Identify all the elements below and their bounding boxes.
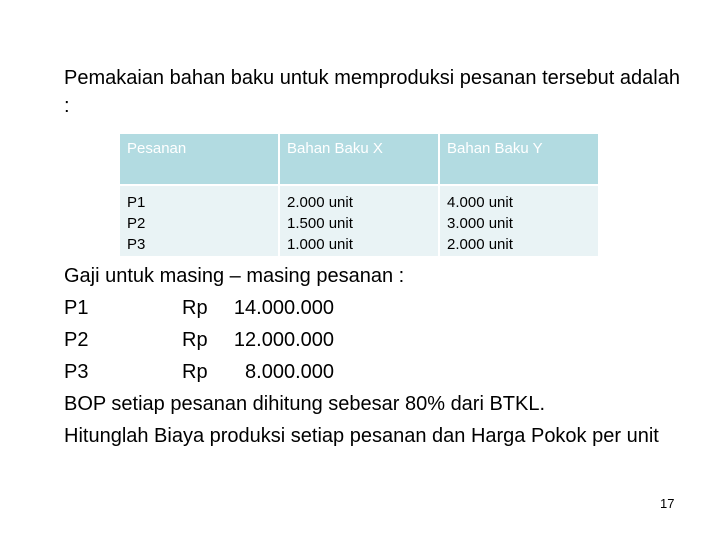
page-number: 17	[660, 496, 675, 511]
cell-value: P2	[127, 215, 146, 232]
gaji-row	[64, 324, 704, 356]
gaji-row	[64, 292, 704, 324]
cell-value: 1.000 unit	[287, 236, 353, 253]
cell-value: 4.000 unit	[447, 194, 513, 211]
material-usage-table	[118, 132, 600, 258]
cell-value: 2.000 unit	[447, 236, 513, 253]
gaji-currency: Rp	[182, 297, 208, 319]
cell-value: P1	[127, 194, 146, 211]
pesanan-cell	[119, 185, 279, 257]
gaji-currency: Rp	[182, 329, 208, 351]
gaji-heading: Gaji untuk masing – masing pesanan :	[64, 265, 405, 287]
cell-value: 3.000 unit	[447, 215, 513, 232]
bop-line: BOP setiap pesanan dihitung sebesar 80% dari BTKL.	[64, 393, 546, 415]
table-row	[119, 185, 599, 257]
table-header-row	[119, 133, 599, 185]
header-bahan-baku-y: Bahan Baku Y	[439, 133, 599, 185]
cell-value: 2.000 unit	[287, 194, 353, 211]
wage-section	[64, 260, 704, 452]
header-pesanan: Pesanan	[119, 133, 279, 185]
gaji-amount: 14.000.000	[233, 297, 334, 319]
gaji-currency: Rp	[182, 361, 208, 383]
bahan-baku-y-cell	[439, 185, 599, 257]
intro-text: Pemakaian bahan baku untuk memproduksi pesanan tersebut adalah :	[64, 67, 680, 117]
gaji-label: P2	[64, 329, 89, 351]
bahan-baku-x-cell	[279, 185, 439, 257]
gaji-label: P1	[64, 297, 89, 319]
cell-value: 1.500 unit	[287, 215, 353, 232]
task-text: Hitunglah Biaya produksi setiap pesanan dan Harga Pokok per unit	[64, 425, 659, 447]
gaji-label: P3	[64, 361, 89, 383]
header-bahan-baku-x: Bahan Baku X	[279, 133, 439, 185]
cell-value: P3	[127, 236, 146, 253]
gaji-amount: 8.000.000	[245, 361, 334, 383]
gaji-amount: 12.000.000	[233, 329, 334, 351]
gaji-row	[64, 356, 704, 388]
